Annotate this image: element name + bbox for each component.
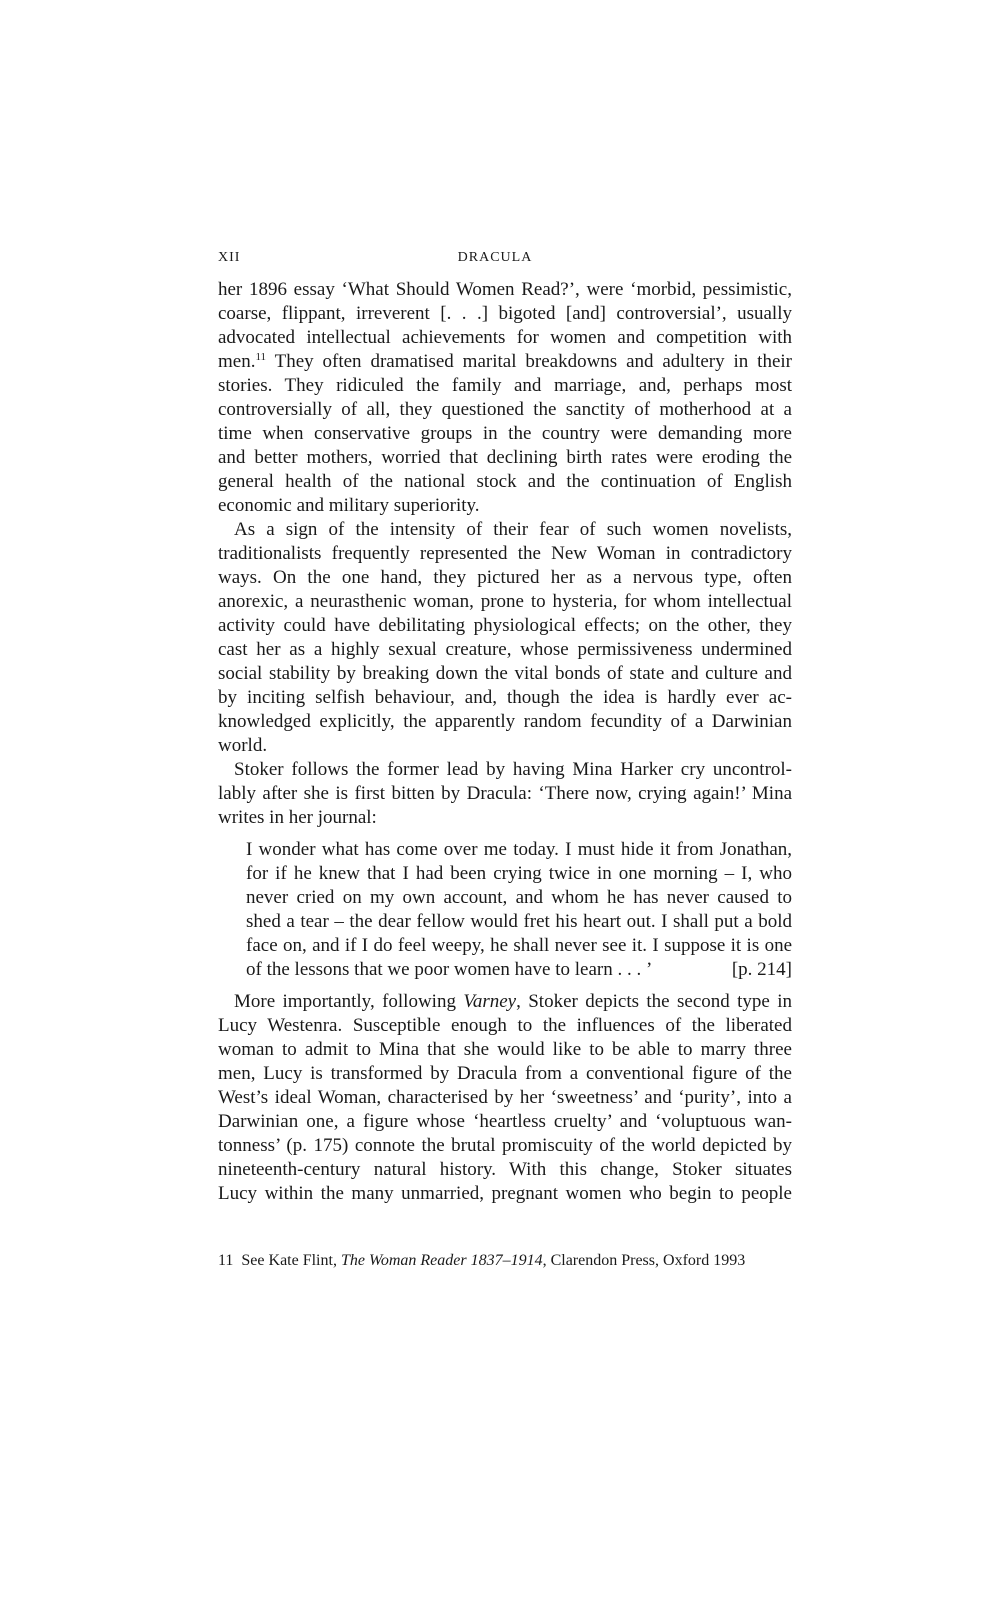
- text-line: [246, 838, 792, 862]
- paragraph: [218, 518, 792, 758]
- block-quote: [246, 838, 792, 982]
- text-segment: men.: [218, 351, 256, 372]
- footnote-text-end: , Clarendon Press, Oxford 1993: [542, 1252, 746, 1269]
- text-line: [218, 990, 792, 1014]
- text-line: [218, 710, 792, 734]
- running-title: DRACULA: [457, 250, 533, 265]
- text-segment: face on, and if I do feel weepy, he shall never see it. I suppose it is one: [246, 935, 792, 956]
- text-line: [246, 910, 792, 934]
- text-line: [218, 446, 792, 470]
- text-segment: nineteenth-century natural history. With this change, Stoker situates: [218, 1159, 792, 1180]
- text-segment: tonness’ (p. 175) connote the brutal promiscuity of the world depicted by: [218, 1135, 792, 1156]
- text-segment: of the lessons that we poor women have to learn . . . ’: [246, 959, 653, 980]
- text-segment: by inciting selfish behaviour, and, though the idea is hardly ever ac-: [218, 687, 792, 708]
- text-segment: traditionalists frequently represented the New Woman in contradictory: [218, 543, 792, 564]
- text-line: [218, 494, 792, 518]
- text-line: [218, 1014, 792, 1038]
- text-line: [218, 422, 792, 446]
- text-segment: activity could have debilitating physiological effects; on the other, they: [218, 615, 792, 636]
- running-head: [218, 250, 792, 270]
- text-segment: I wonder what has come over me today. I must hide it from Jonathan,: [246, 839, 792, 860]
- text-segment: Lucy Westenra. Susceptible enough to the influences of the liberated: [218, 1015, 792, 1036]
- text-segment: her 1896 essay ‘What Should Women Read?’, were ‘morbid, pessimistic,: [218, 279, 792, 300]
- text-line: [218, 278, 792, 302]
- text-line: [218, 734, 792, 758]
- text-segment: anorexic, a neurasthenic woman, prone to hysteria, for whom intellectual: [218, 591, 792, 612]
- text-line: [218, 1062, 792, 1086]
- text-line: [218, 1110, 792, 1134]
- page-citation: [p. 214]: [731, 959, 792, 980]
- text-segment: More importantly, following: [234, 991, 464, 1012]
- text-segment: cast her as a highly sexual creature, whose permissiveness undermined: [218, 639, 792, 660]
- text-line: [218, 614, 792, 638]
- text-segment: As a sign of the intensity of their fear of such women novelists,: [234, 519, 792, 540]
- text-segment: world.: [218, 735, 268, 756]
- footnote-book-title: The Woman Reader 1837–1914: [340, 1252, 543, 1269]
- text-segment: stories. They ridiculed the family and marriage, and, perhaps most: [218, 375, 792, 396]
- text-segment: for if he knew that I had been crying twice in one morning – I, who: [246, 863, 792, 884]
- text-segment: shed a tear – the dear fellow would fret his heart out. I shall put a bold: [246, 911, 792, 932]
- text-line: [218, 470, 792, 494]
- text-segment: knowledged explicitly, the apparently random fecundity of a Darwinian: [218, 711, 792, 732]
- text-line: [218, 758, 792, 782]
- text-segment: ways. On the one hand, they pictured her as a nervous type, often: [218, 567, 792, 588]
- text-line: [218, 1086, 792, 1110]
- text-segment: Darwinian one, a figure whose ‘heartless cruelty’ and ‘voluptuous wan-: [218, 1111, 792, 1132]
- text-line: [218, 1158, 792, 1182]
- italic-title: Varney: [463, 991, 517, 1012]
- text-segment: West’s ideal Woman, characterised by her ‘sweetness’ and ‘purity’, into a: [218, 1087, 792, 1108]
- text-line: [218, 326, 792, 350]
- text-segment: general health of the national stock and the continuation of English: [218, 471, 792, 492]
- text-segment: They often dramatised marital breakdowns and adultery in their: [266, 351, 792, 372]
- text-segment: Lucy within the many unmarried, pregnant women who begin to people: [218, 1183, 792, 1204]
- text-line: [246, 958, 792, 982]
- text-line: [218, 398, 792, 422]
- text-segment: social stability by breaking down the vital bonds of state and culture and: [218, 663, 792, 684]
- text-line: [218, 806, 792, 830]
- text-line: [218, 1182, 792, 1206]
- text-line: [218, 350, 792, 374]
- footnote-text: See Kate Flint,: [241, 1252, 341, 1269]
- text-segment: , Stoker depicts the second type in: [516, 991, 792, 1012]
- text-segment: controversially of all, they questioned the sanctity of motherhood at a: [218, 399, 792, 420]
- text-segment: Stoker follows the former lead by having Mina Harker cry uncontrol-: [234, 759, 792, 780]
- text-segment: and better mothers, worried that declining birth rates were eroding the: [218, 447, 792, 468]
- text-segment: writes in her journal:: [218, 807, 377, 828]
- text-segment: men, Lucy is transformed by Dracula from a conventional figure of the: [218, 1063, 792, 1084]
- text-line: [246, 934, 792, 958]
- text-segment: never cried on my own account, and whom he has never caused to: [246, 887, 792, 908]
- text-line: [218, 566, 792, 590]
- text-line: [246, 886, 792, 910]
- body-text: [218, 278, 792, 1206]
- text-segment: woman to admit to Mina that she would like to be able to marry three: [218, 1039, 792, 1060]
- text-line: [218, 662, 792, 686]
- paragraph: [218, 278, 792, 518]
- text-line: [218, 1134, 792, 1158]
- text-segment: lably after she is first bitten by Dracula: ‘There now, crying again!’ Mina: [218, 783, 792, 804]
- footnote-reference: 11: [255, 351, 267, 363]
- paragraph: [218, 758, 792, 830]
- text-line: [218, 542, 792, 566]
- text-segment: time when conservative groups in the country were demanding more: [218, 423, 792, 444]
- text-line: [218, 638, 792, 662]
- page-number: XII: [218, 250, 241, 265]
- text-segment: economic and military superiority.: [218, 495, 480, 516]
- footnote: [218, 1250, 792, 1272]
- text-line: [246, 862, 792, 886]
- text-line: [218, 686, 792, 710]
- footnote-number: 11: [218, 1252, 234, 1269]
- text-line: [218, 590, 792, 614]
- paragraph: [218, 990, 792, 1206]
- text-line: [218, 518, 792, 542]
- text-segment: advocated intellectual achievements for women and competition with: [218, 327, 792, 348]
- text-line: [218, 782, 792, 806]
- text-line: [218, 1038, 792, 1062]
- text-segment: coarse, flippant, irreverent [. . .] bigoted [and] controversial’, usually: [218, 303, 792, 324]
- text-line: [218, 374, 792, 398]
- text-line: [218, 302, 792, 326]
